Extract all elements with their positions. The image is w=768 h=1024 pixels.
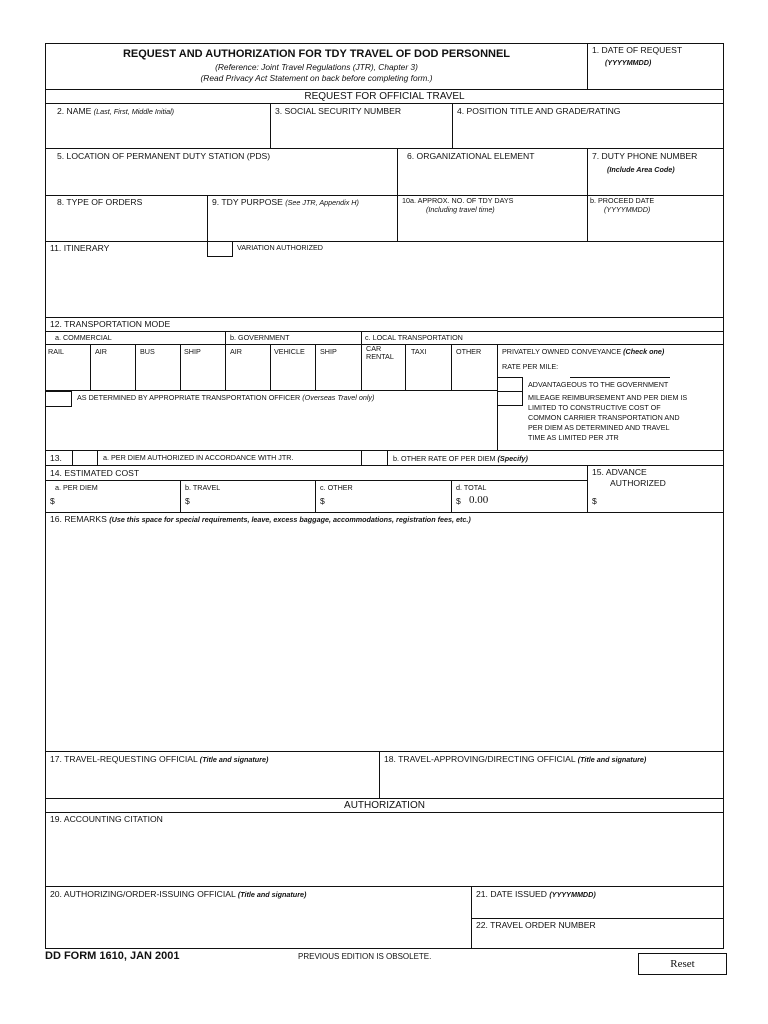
authorization-heading: AUTHORIZATION [344, 800, 425, 811]
date-issued-label: 21. DATE ISSUED (YYYYMMDD) [476, 889, 596, 899]
form-title: REQUEST AND AUTHORIZATION FOR TDY TRAVEL OF DOD PERSONNEL [122, 48, 511, 60]
vehicle-label: VEHICLE [274, 347, 305, 356]
rate-label: RATE PER MILE: [502, 362, 559, 371]
date-of-request-format: (YYYYMMDD) [605, 58, 652, 67]
days-label: 10a. APPROX. NO. OF TDY DAYS [402, 196, 514, 205]
position-label: 4. POSITION TITLE AND GRADE/RATING [457, 106, 621, 116]
form-reference: (Reference: Joint Travel Regulations (JTR), Chapter 3) [215, 62, 418, 72]
pds-label: 5. LOCATION OF PERMANENT DUTY STATION (PDS) [57, 151, 271, 161]
cost-other-input[interactable] [328, 494, 448, 508]
approving-official-input[interactable] [383, 768, 721, 796]
accounting-label: 19. ACCOUNTING CITATION [50, 814, 163, 824]
government-label: b. GOVERNMENT [230, 333, 290, 342]
transport-title: 12. TRANSPORTATION MODE [50, 319, 171, 329]
proceed-label: b. PROCEED DATE [590, 196, 655, 205]
perdiem-a-label: a. PER DIEM AUTHORIZED IN ACCORDANCE WITH JTR. [103, 453, 294, 462]
determined-label: AS DETERMINED BY APPROPRIATE TRANSPORTATION OFFICER (Overseas Travel only) [77, 393, 375, 402]
days-hint: (Including travel time) [426, 205, 495, 214]
cost-travel-dollar: $ [185, 496, 190, 506]
variation-label: VARIATION AUTHORIZED [237, 243, 323, 252]
advance-label-2: AUTHORIZED [610, 478, 666, 488]
mileage-line-3: COMMON CARRIER TRANSPORTATION AND [528, 413, 680, 422]
bus-label: BUS [140, 347, 155, 356]
remarks-label: 16. REMARKS (Use this space for special requirements, leave, excess baggage, accommodations, registration fees, etc.) [50, 514, 471, 524]
gov-air-label: AIR [230, 347, 242, 356]
position-input[interactable] [455, 118, 721, 146]
car-label: CAR [366, 344, 382, 353]
perdiem-b-checkbox[interactable] [361, 450, 388, 466]
advance-dollar: $ [592, 496, 597, 506]
itinerary-input[interactable] [50, 258, 720, 314]
date-of-request-input[interactable] [590, 68, 722, 88]
orders-label: 8. TYPE OF ORDERS [57, 197, 143, 207]
perdiem-a-checkbox[interactable] [72, 450, 98, 466]
mileage-line-5: TIME AS LIMITED PER JTR [528, 433, 619, 442]
org-input[interactable] [400, 163, 584, 193]
purpose-input[interactable] [210, 209, 395, 239]
proceed-hint: (YYYYMMDD) [604, 205, 651, 214]
privacy-note: (Read Privacy Act Statement on back before completing form.) [200, 73, 433, 83]
form-id: DD FORM 1610, JAN 2001 [45, 950, 180, 962]
cost-total-label: d. TOTAL [456, 483, 487, 492]
itinerary-label: 11. ITINERARY [50, 243, 110, 253]
rental-label: RENTAL [366, 352, 394, 361]
name-input[interactable] [50, 118, 268, 146]
org-label: 6. ORGANIZATIONAL ELEMENT [407, 151, 535, 161]
rate-input[interactable] [570, 364, 670, 378]
other-label: OTHER [456, 347, 482, 356]
requesting-official-label: 17. TRAVEL-REQUESTING OFFICIAL (Title and signature) [50, 754, 269, 764]
cost-per-diem-input[interactable] [58, 494, 178, 508]
mileage-line-1: MILEAGE REIMBURSEMENT AND PER DIEM IS [528, 393, 688, 402]
advantageous-checkbox[interactable] [497, 377, 523, 392]
rail-label: RAIL [48, 347, 64, 356]
advantageous-label: ADVANTAGEOUS TO THE GOVERNMENT [528, 380, 669, 389]
taxi-label: TAXI [411, 347, 427, 356]
approving-official-label: 18. TRAVEL-APPROVING/DIRECTING OFFICIAL (Title and signature) [384, 754, 647, 764]
authorizing-official-label: 20. AUTHORIZING/ORDER-ISSUING OFFICIAL (Title and signature) [50, 889, 307, 899]
orders-input[interactable] [50, 209, 204, 239]
local-label: c. LOCAL TRANSPORTATION [365, 333, 463, 342]
cost-other-dollar: $ [320, 496, 325, 506]
obsolete-note: PREVIOUS EDITION IS OBSOLETE. [298, 952, 432, 961]
air-label: AIR [95, 347, 107, 356]
advance-label-1: 15. ADVANCE [592, 467, 647, 477]
order-number-label: 22. TRAVEL ORDER NUMBER [476, 920, 596, 930]
mileage-line-2: LIMITED TO CONSTRUCTIVE COST OF [528, 403, 661, 412]
cost-total-dollar: $ [456, 496, 461, 506]
determined-checkbox[interactable] [45, 391, 72, 407]
advance-input[interactable] [600, 494, 720, 508]
phone-label: 7. DUTY PHONE NUMBER [592, 151, 698, 161]
ssn-label: 3. SOCIAL SECURITY NUMBER [275, 106, 402, 116]
requesting-official-input[interactable] [50, 768, 376, 796]
commercial-label: a. COMMERCIAL [55, 333, 112, 342]
mileage-checkbox[interactable] [497, 391, 523, 406]
cost-title: 14. ESTIMATED COST [50, 468, 140, 478]
perdiem-number: 13. [50, 453, 62, 463]
cost-per-diem-label: a. PER DIEM [55, 483, 98, 492]
accounting-input[interactable] [50, 827, 720, 883]
poc-label: PRIVATELY OWNED CONVEYANCE (Check one) [502, 347, 665, 356]
days-input[interactable] [400, 216, 584, 239]
order-number-input[interactable] [475, 932, 721, 947]
mileage-line-4: PER DIEM AS DETERMINED AND TRAVEL [528, 423, 670, 432]
authorizing-official-input[interactable] [50, 903, 468, 945]
ship-label: SHIP [184, 347, 201, 356]
pds-input[interactable] [50, 163, 394, 193]
cost-other-label: c. OTHER [320, 483, 353, 492]
perdiem-b-label: b. OTHER RATE OF PER DIEM (Specify) [393, 454, 528, 463]
cost-travel-label: b. TRAVEL [185, 483, 221, 492]
request-section-heading: REQUEST FOR OFFICIAL TRAVEL [304, 91, 465, 102]
reset-button[interactable]: Reset [638, 953, 727, 975]
cost-per-diem-dollar: $ [50, 496, 55, 506]
name-label: 2. NAME (Last, First, Middle Initial) [57, 106, 175, 116]
remarks-input[interactable] [50, 527, 720, 749]
cost-total-value: 0.00 [469, 494, 489, 506]
date-of-request-label: 1. DATE OF REQUEST [592, 45, 683, 55]
gov-ship-label: SHIP [320, 347, 337, 356]
date-issued-input[interactable] [475, 901, 721, 917]
variation-checkbox[interactable] [207, 241, 233, 257]
proceed-input[interactable] [590, 216, 722, 239]
phone-input[interactable] [590, 176, 722, 194]
ssn-input[interactable] [273, 118, 449, 146]
phone-hint: (Include Area Code) [607, 165, 675, 174]
cost-travel-input[interactable] [193, 494, 313, 508]
purpose-label: 9. TDY PURPOSE (See JTR, Appendix H) [212, 197, 359, 207]
